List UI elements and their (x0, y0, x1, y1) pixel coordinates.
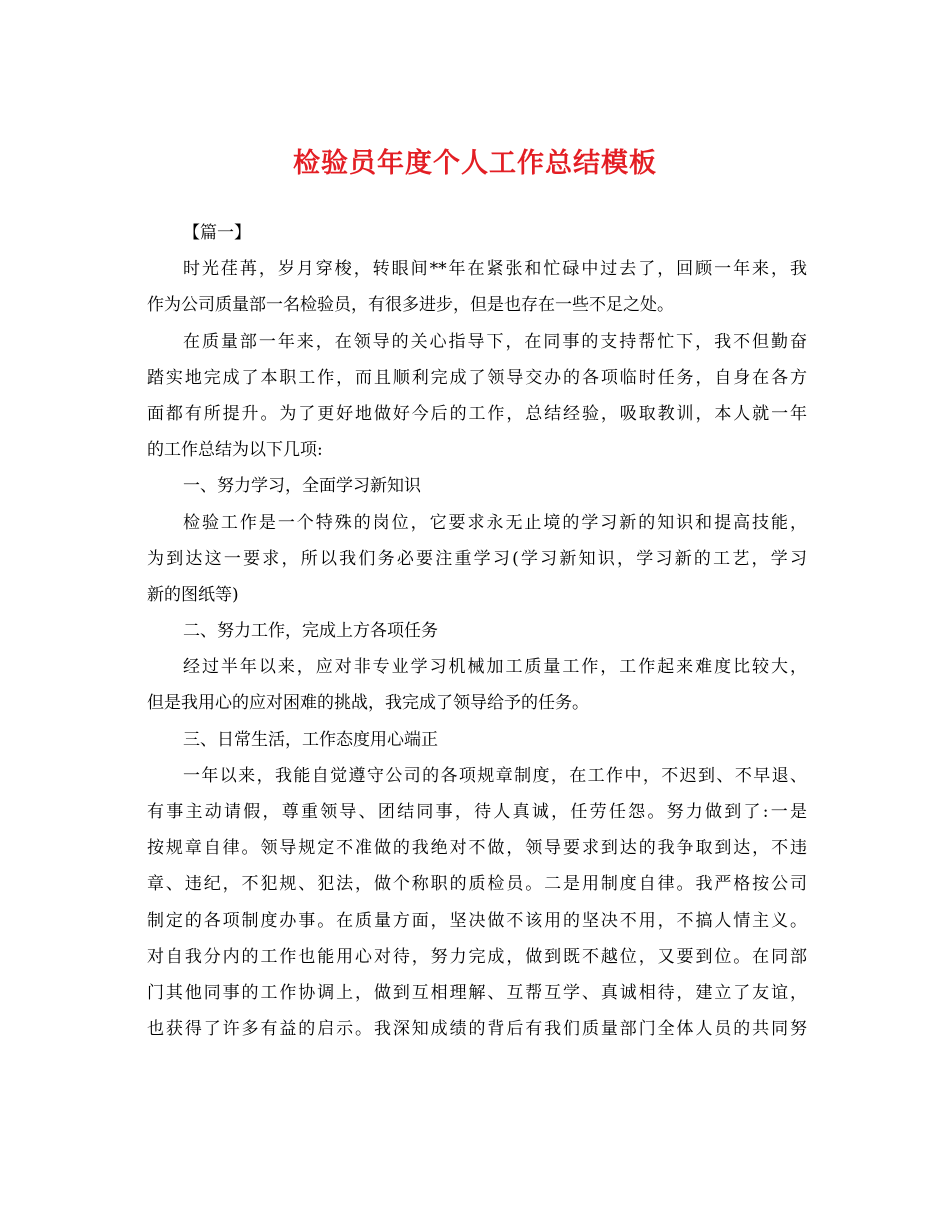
paragraph-line: 按规章自律。领导规定不准做的我绝对不做，领导要求到达的我争取到达，不违 (147, 838, 807, 859)
paragraph-line: 章、违纪，不犯规、犯法，做个称职的质检员。二是用制度自律。我严格按公司 (147, 874, 807, 895)
paragraph-line: 作为公司质量部一名检验员，有很多进步，但是也存在一些不足之处。 (147, 295, 674, 316)
paragraph-line: 但是我用心的应对困难的挑战，我完成了领导给予的任务。 (147, 693, 589, 714)
paragraph-line: 踏实地完成了本职工作，而且顺利完成了领导交办的各项临时任务，自身在各方 (147, 367, 807, 388)
section-heading: 二、努力工作，完成上方各项任务 (183, 621, 438, 642)
paragraph-line: 的工作总结为以下几项: (147, 440, 323, 461)
section-heading: 一、努力学习，全面学习新知识 (183, 476, 421, 497)
paragraph-line: 新的图纸等) (147, 584, 239, 605)
paragraph-line: 也获得了许多有益的启示。我深知成绩的背后有我们质量部门全体人员的共同努 (147, 1019, 807, 1040)
paragraph-line: 经过半年以来，应对非专业学习机械加工质量工作，工作起来难度比较大， (183, 657, 807, 678)
paragraph-line: 面都有所提升。为了更好地做好今后的工作，总结经验，吸取教训，本人就一年 (147, 403, 807, 424)
paragraph-line: 一年以来，我能自觉遵守公司的各项规章制度，在工作中，不迟到、不早退、 (183, 765, 807, 786)
document-body (147, 215, 807, 1047)
paragraph-line: 在质量部一年来，在领导的关心指导下，在同事的支持帮忙下，我不但勤奋 (183, 331, 807, 352)
paragraph-line: 为到达这一要求，所以我们务必要注重学习(学习新知识，学习新的工艺，学习 (147, 548, 807, 569)
paragraph-line: 制定的各项制度办事。在质量方面，坚决做不该用的坚决不用，不搞人情主义。 (147, 910, 807, 931)
section-heading: 三、日常生活，工作态度用心端正 (183, 729, 438, 750)
paragraph-line: 门其他同事的工作协调上，做到互相理解、互帮互学、真诚相待，建立了友谊， (147, 982, 807, 1003)
paragraph-line: 有事主动请假，尊重领导、团结同事，待人真诚，任劳任怨。努力做到了:一是 (147, 802, 807, 822)
paragraph-line: 对自我分内的工作也能用心对待，努力完成，做到既不越位，又要到位。在同部 (147, 946, 807, 967)
paragraph-line: 时光荏苒，岁月穿梭，转眼间**年在紧张和忙碌中过去了，回顾一年来，我 (183, 259, 807, 280)
paragraph-line: 检验工作是一个特殊的岗位，它要求永无止境的学习新的知识和提高技能， (183, 512, 807, 533)
document-title: 检验员年度个人工作总结模板 (293, 148, 657, 179)
section-label: 【篇一】 (183, 223, 251, 243)
